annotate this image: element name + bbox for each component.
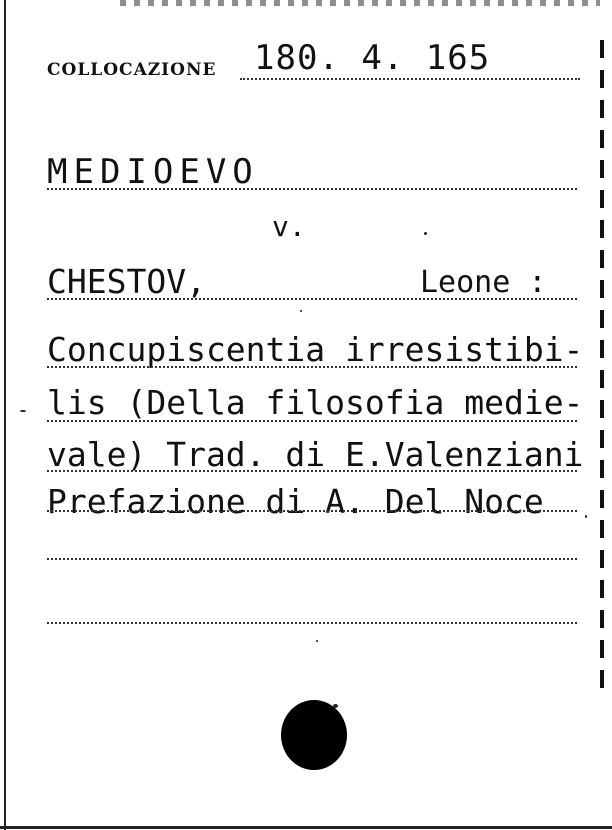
card-top-edge xyxy=(120,0,600,6)
punch-hole xyxy=(281,700,347,770)
title-line-2: lis (Della filosofia medie- xyxy=(47,383,584,422)
title-line-3: vale) Trad. di E.Valenziani xyxy=(47,435,584,474)
shelfmark: 180. 4. 165 xyxy=(254,38,491,78)
title-line-4: Prefazione di A. Del Noce xyxy=(47,482,544,521)
card-right-edge xyxy=(600,40,604,700)
subject-heading: MEDIOEVO xyxy=(47,152,259,192)
blank-rule-2 xyxy=(47,622,577,624)
title-rule-1 xyxy=(47,366,577,368)
card-bottom-edge xyxy=(0,826,612,829)
title-rule-2 xyxy=(47,420,577,422)
title-rule-3 xyxy=(47,470,577,472)
card-left-edge xyxy=(4,0,6,830)
subject-rule xyxy=(47,188,577,190)
collocazione-label: COLLOCAZIONE xyxy=(47,60,217,80)
title-rule-4 xyxy=(47,510,577,512)
shelfmark-rule xyxy=(240,78,580,80)
see-reference: v. xyxy=(272,210,306,243)
blank-rule-1 xyxy=(47,558,577,560)
author-surname: CHESTOV, xyxy=(47,262,206,301)
author-name: Leone : xyxy=(420,265,547,300)
author-rule xyxy=(47,298,577,300)
title-line-1: Concupiscentia irresistibi- xyxy=(47,330,584,369)
